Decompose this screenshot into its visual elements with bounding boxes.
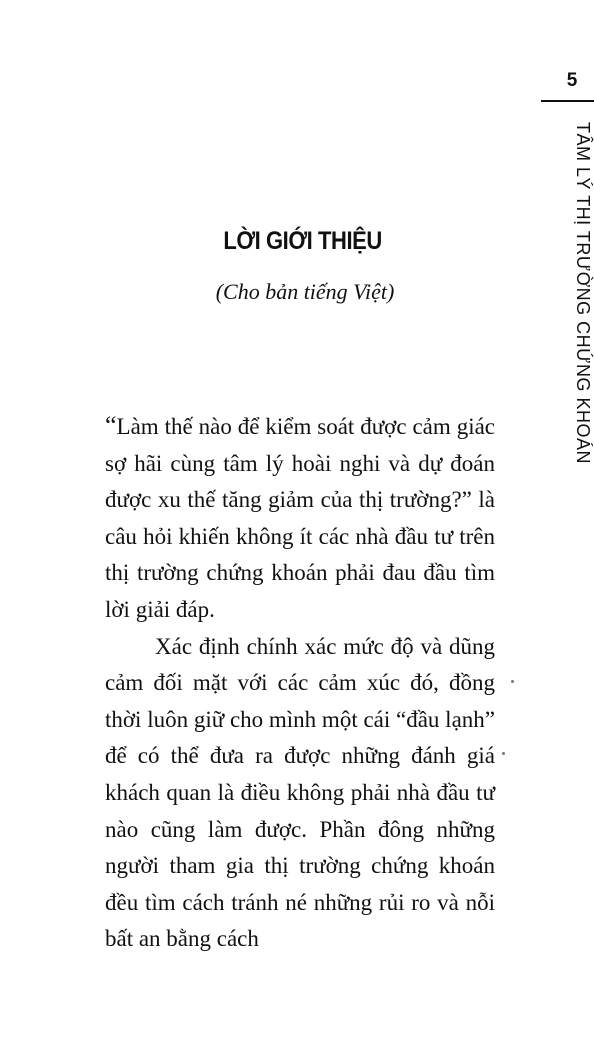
running-head: TÂM LÝ THỊ TRƯỜNG CHỨNG KHOÁN [573, 122, 593, 465]
paragraph-2: Xác định chính xác mức độ và dũng cảm đối mặt với các cảm xúc đó, đồng thời luôn giữ cho mình một cái “đầu lạnh” để có thể đưa ra được những đánh giá khách quan là điều không phải nhà đầu tư nào cũng làm được. Phần đông những người tham gia thị trường chứng khoán đều tìm cách tránh né những rủi ro và nỗi bất an bằng cách [105, 633, 495, 952]
section-subtitle: (Cho bản tiếng Việt) [215, 279, 395, 304]
body-text [105, 408, 495, 958]
page-number-rule [541, 100, 594, 102]
page-number: 5 [566, 70, 578, 91]
scan-speck [502, 752, 505, 755]
paragraph-1 [105, 408, 495, 629]
paragraph-1-text: Làm thế nào để kiểm soát được cảm giác sợ hãi cùng tâm lý hoài nghi và dự đoán được xu thế tăng giảm của thị trường?” là câu hỏi khiến không ít các nhà đầu tư trên thị trường chứng khoán phải đau đầu tìm lời giải đáp. [105, 414, 495, 622]
opening-quote-mark: “ [105, 411, 117, 440]
section-title: LỜI GIỚI THIỆU [223, 227, 382, 255]
scan-speck [511, 680, 514, 683]
